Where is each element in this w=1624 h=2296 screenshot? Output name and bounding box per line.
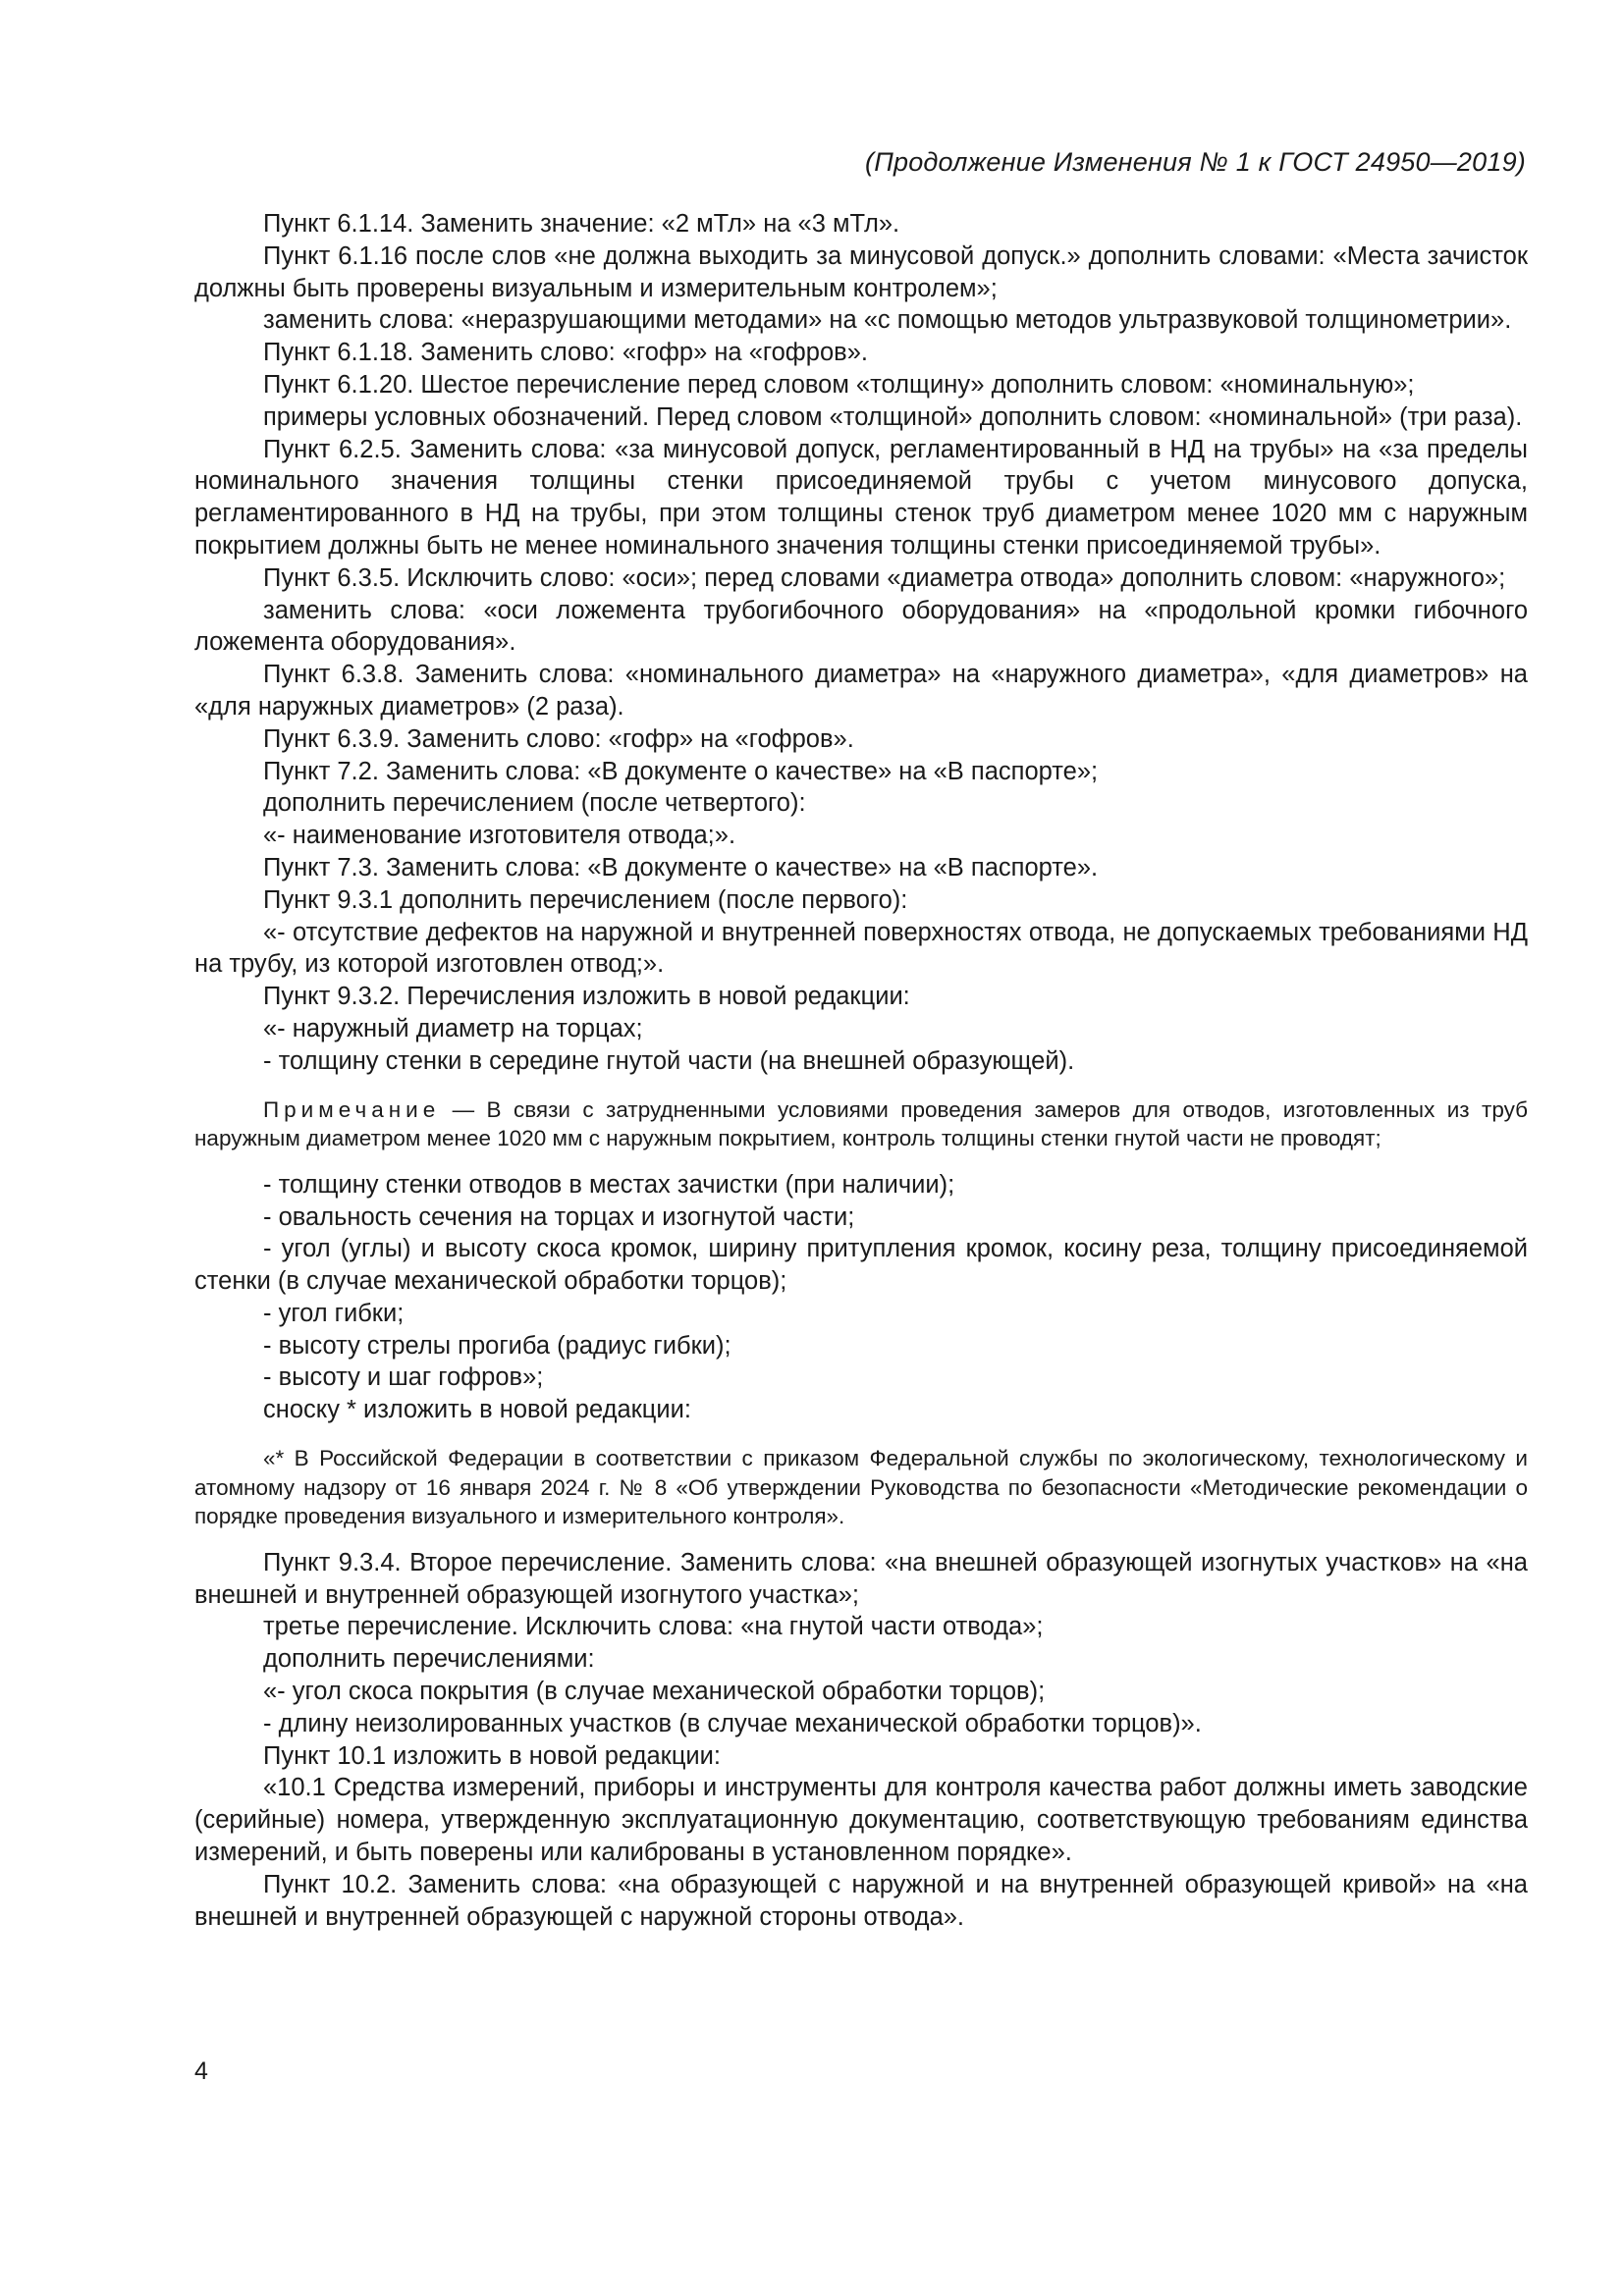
paragraph: - толщину стенки отводов в местах зачистки (при наличии); (263, 1170, 955, 1199)
paragraph: Пункт 9.3.1 дополнить перечислением (после первого): (263, 885, 908, 914)
paragraph: «10.1 Средства измерений, приборы и инструменты для контроля качества работ должны иметь заводские (серийные) номера, утвержденную эксплуатационную документацию, соответствующую требованиям единства измерений, и быть поверены или калиброваны в установленном порядке». (194, 1774, 1528, 1867)
paragraph: Пункт 6.3.8. Заменить слова: «номинального диаметра» на «наружного диаметра», «для диаметров» на «для наружных диаметров» (2 раза). (194, 661, 1528, 721)
paragraph: третье перечисление. Исключить слова: «на гнутой части отвода»; (263, 1613, 1044, 1641)
paragraph: Пункт 9.3.2. Перечисления изложить в новой редакции: (263, 983, 910, 1011)
paragraph: - угол гибки; (263, 1299, 405, 1327)
paragraph: «- отсутствие дефектов на наружной и внутренней поверхностях отвода, не допускаемых требованиями НД на трубу, из которой изготовлен отвод;». (194, 918, 1528, 979)
paragraph: «- наименование изготовителя отвода;». (263, 822, 736, 850)
paragraph: «- угол скоса покрытия (в случае механической обработки торцов); (263, 1678, 1046, 1706)
section-bottom (194, 1547, 1528, 1934)
section-mid (194, 1169, 1528, 1426)
paragraph: - высоту стрелы прогиба (радиус гибки); (263, 1331, 731, 1360)
paragraph: - угол (углы) и высоту скоса кромок, ширину притупления кромок, косину реза, толщину присоединяемой стенки (в случае механической обработки торцов); (194, 1235, 1528, 1296)
paragraph: Пункт 10.1 изложить в новой редакции: (263, 1741, 722, 1770)
section-top (194, 208, 1528, 1078)
paragraph: дополнить перечислением (после четвертого): (263, 789, 806, 818)
paragraph: - высоту и шаг гофров»; (263, 1363, 544, 1392)
paragraph: примеры условных обозначений. Перед словом «толщиной» дополнить словом: «номинальной» (три раза). (263, 402, 1523, 431)
note (194, 1095, 1528, 1153)
paragraph: Пункт 6.3.5. Исключить слово: «оси»; перед словами «диаметра отвода» дополнить словом: «наружного»; (263, 563, 1506, 592)
note-text: — В связи с затрудненными условиями проведения замеров для отводов, изготовленных из труб наружным диаметром менее 1020 мм с наружным покрытием, контроль толщины стенки гнутой части не проводят; (194, 1096, 1528, 1151)
paragraph: - длину неизолированных участков (в случае механической обработки торцов)». (263, 1709, 1202, 1737)
paragraph: Пункт 10.2. Заменить слова: «на образующей с наружной и на внутренней образующей кривой» на «на внешней и внутренней образующей с наружной стороны отвода». (194, 1870, 1528, 1931)
page-header: (Продолжение Изменения № 1 к ГОСТ 24950—2019) (865, 147, 1526, 177)
paragraph: дополнить перечислениями: (263, 1645, 595, 1674)
page-number: 4 (194, 2057, 208, 2085)
paragraph: сноску * изложить в новой редакции: (263, 1396, 691, 1424)
paragraph: заменить слова: «оси ложемента трубогибочного оборудования» на «продольной кромки гибочного ложемента оборудования». (194, 596, 1528, 657)
paragraph: Пункт 6.1.20. Шестое перечисление перед словом «толщину» дополнить словом: «номинальную»; (263, 370, 1415, 399)
paragraph: Пункт 9.3.4. Второе перечисление. Заменить слова: «на внешней образующей изогнутых участков» на «на внешней и внутренней образующей изогнутого участка»; (194, 1548, 1528, 1609)
footnote: «* В Российской Федерации в соответствии с приказом Федеральной службы по экологическому, технологическому и атомному надзору от 16 января 2024 г. № 8 «Об утверждении Руководства по безопасности «Методические рекомендации о порядке проведения визуального и измерительного контроля». (194, 1446, 1528, 1529)
paragraph: Пункт 6.2.5. Заменить слова: «за минусовой допуск, регламентированный в НД на трубы» на «за пределы номинального значения толщины стенки присоединяемой трубы с учетом минусового допуска, регламентированного в НД на трубы, при этом толщины стенок труб диаметром менее 1020 мм с наружным покрытием должны быть не менее номинального значения толщины стенки присоединяемой трубы». (194, 435, 1528, 560)
paragraph: Пункт 7.2. Заменить слова: «В документе о качестве» на «В паспорте»; (263, 757, 1099, 785)
paragraph: заменить слова: «неразрушающими методами» на «с помощью методов ультразвуковой толщинометрии». (263, 306, 1512, 335)
paragraph: «- наружный диаметр на торцах; (263, 1014, 643, 1042)
paragraph: Пункт 6.1.14. Заменить значение: «2 мТл» на «3 мТл». (263, 210, 900, 238)
document-body (194, 208, 1528, 1933)
paragraph: Пункт 7.3. Заменить слова: «В документе о качестве» на «В паспорте». (263, 853, 1099, 881)
paragraph: - овальность сечения на торцах и изогнутой части; (263, 1202, 855, 1231)
paragraph: Пункт 6.1.16 после слов «не должна выходить за минусовой допуск.» дополнить словами: «Места зачисток должны быть проверены визуальным и измерительным контролем»; (194, 241, 1528, 302)
paragraph: Пункт 6.1.18. Заменить слово: «гофр» на «гофров». (263, 339, 868, 367)
note-label: Примечание (263, 1096, 441, 1122)
paragraph: - толщину стенки в середине гнутой части (на внешней образующей). (263, 1046, 1075, 1075)
paragraph: Пункт 6.3.9. Заменить слово: «гофр» на «гофров». (263, 724, 854, 753)
